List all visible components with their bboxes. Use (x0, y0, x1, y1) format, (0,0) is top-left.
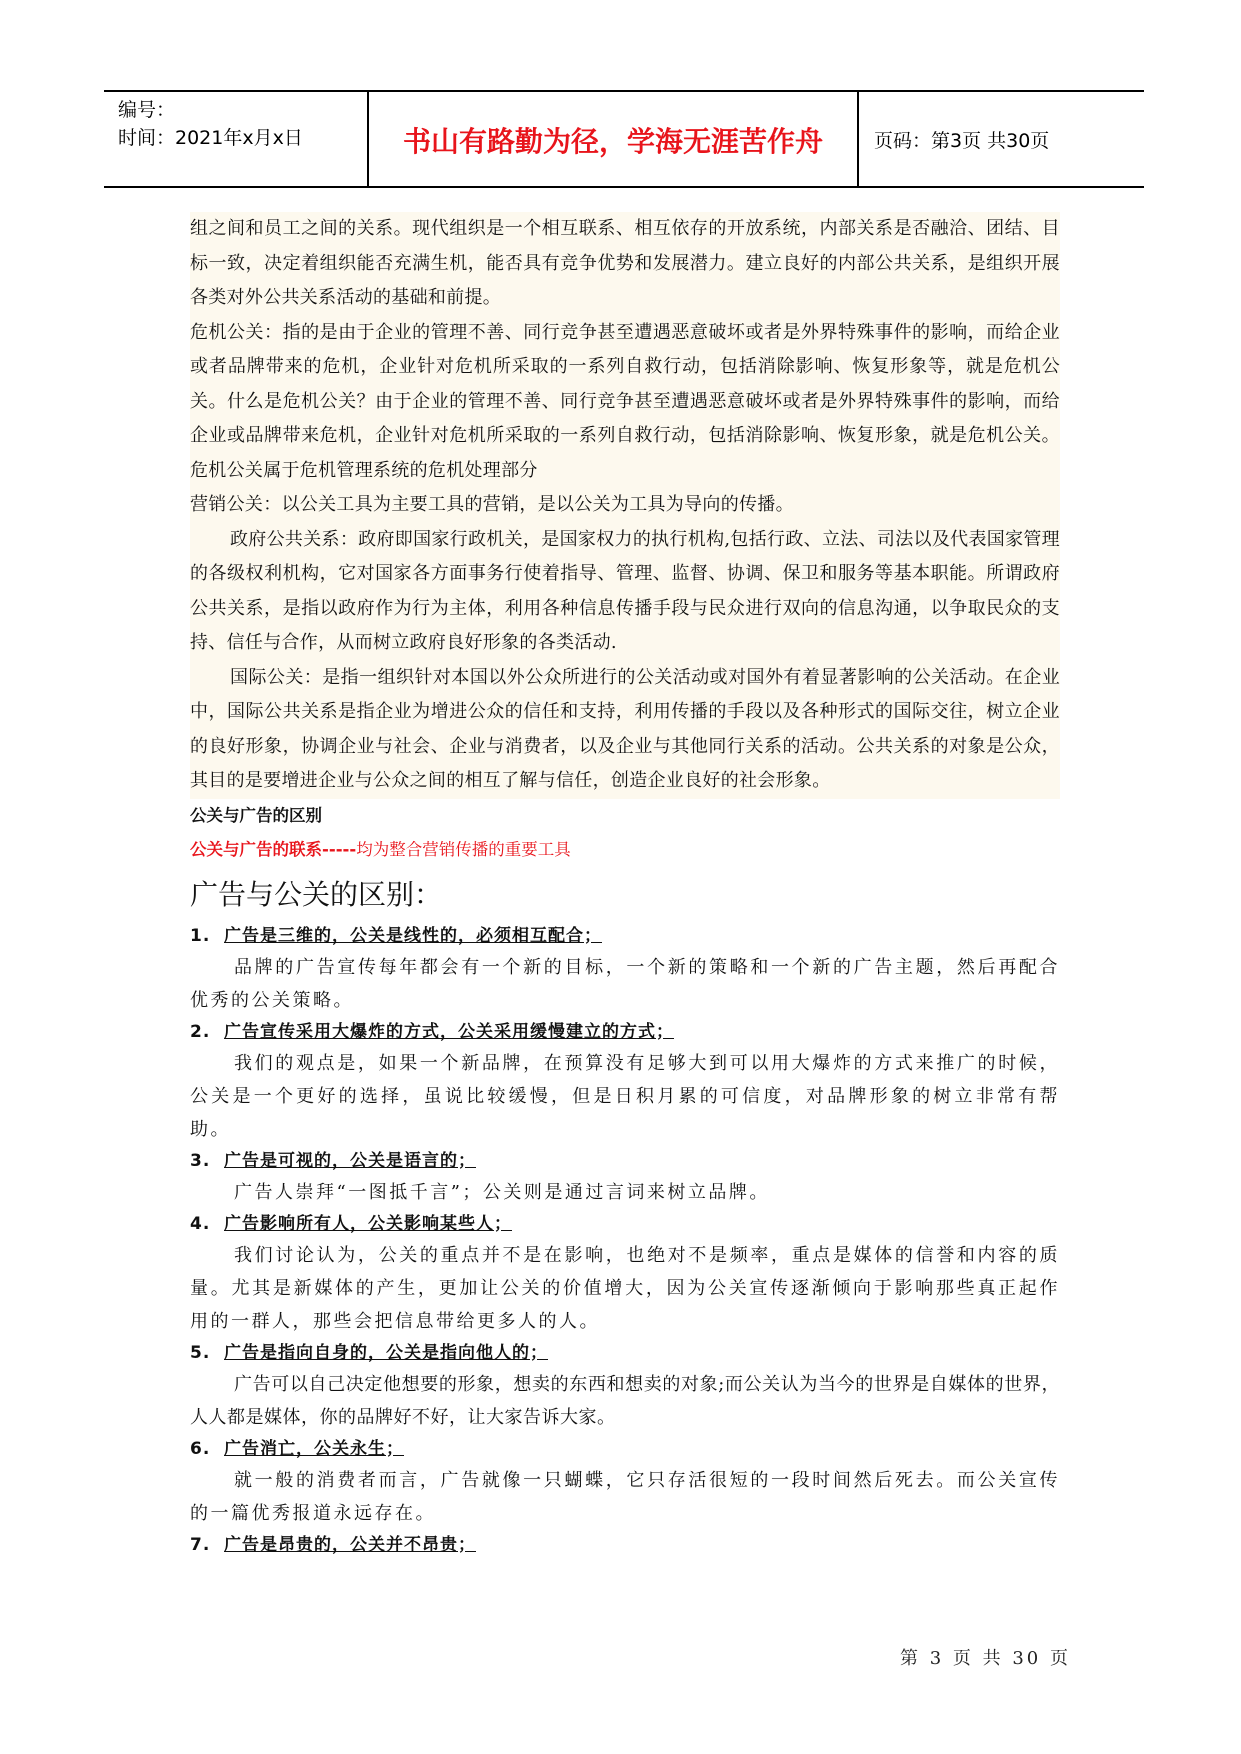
item-number: 3. (190, 1150, 211, 1171)
item-title: 广告消亡，公关永生； (224, 1438, 404, 1459)
header-motto: 书山有路勤为径，学海无涯苦作舟 (402, 125, 823, 158)
item-7 (190, 1530, 1060, 1560)
item-number: 7. (190, 1534, 211, 1555)
item-3 (190, 1146, 1060, 1209)
document-body (190, 212, 1060, 1560)
header-divider (857, 92, 859, 186)
item-number: 2. (190, 1021, 211, 1042)
subhead-connection (190, 833, 1060, 867)
item-number: 6. (190, 1438, 211, 1459)
paragraph-marketing-pr: 营销公关：以公关工具为主要工具的营销，是以公关为工具为导向的传播。 (190, 494, 794, 515)
header-left (118, 96, 303, 152)
subhead-difference: 公关与广告的区别 (190, 805, 322, 825)
paragraph-international-pr: 国际公关：是指一组织针对本国以外公众所进行的公关活动或对国外有着显著影响的公关活动。在企业中，国际公共关系是指企业为增进公众的信任和支持，利用传播的手段以及各种形式的国际交往，树立企业的良好形象，协调企业与社会、企业与消费者，以及企业与其他同行关系的活动。公共关系的对象是公众，其目的是要增进企业与公众之间的相互了解与信任，创造企业良好的社会形象。 (190, 666, 1060, 791)
subhead-connection-bold: 公关与广告的联系----- (190, 839, 357, 859)
paragraph-crisis-pr: 危机公关：指的是由于企业的管理不善、同行竞争甚至遭遇恶意破坏或者是外界特殊事件的影响，而给企业或者品牌带来的危机，企业针对危机所采取的一系列自救行动，包括消除影响、恢复形象等，就是危机公关。什么是危机公关？由于企业的管理不善、同行竞争甚至遭遇恶意破坏或者是外界特殊事件的影响，而给企业或品牌带来危机，企业针对危机所采取的一系列自救行动，包括消除影响、恢复形象，就是危机公关。危机公关属于危机管理系统的危机处理部分 (190, 321, 1060, 481)
item-number: 1. (190, 925, 211, 946)
header-table (104, 90, 1144, 188)
item-title: 广告是可视的，公关是语言的； (224, 1150, 476, 1171)
page-footer: 第 3 页 共 30 页 (900, 1648, 1071, 1669)
item-body: 就一般的消费者而言，广告就像一只蝴蝶，它只存活很短的一段时间然后死去。而公关宣传的一篇优秀报道永远存在。 (190, 1469, 1060, 1524)
item-title: 广告是昂贵的，公关并不昂贵； (224, 1534, 476, 1555)
item-body: 广告可以自己决定他想要的形象，想卖的东西和想卖的对象;而公关认为当今的世界是自媒体的世界，人人都是媒体，你的品牌好不好，让大家告诉大家。 (190, 1373, 1060, 1428)
subhead-connection-rest: 均为整合营销传播的重要工具 (356, 839, 571, 859)
number-label: 编号： (118, 99, 176, 121)
shaded-section (190, 212, 1060, 799)
paragraph-government-pr: 政府公共关系：政府即国家行政机关，是国家权力的执行机构,包括行政、立法、司法以及代表国家管理的各级权利机构，它对国家各方面事务行使着指导、管理、监督、协调、保卫和服务等基本职能。所谓政府公共关系，是指以政府作为行为主体，利用各种信息传播手段与民众进行双向的信息沟通，以争取民众的支持、信任与合作，从而树立政府良好形象的各类活动. (190, 528, 1060, 653)
item-number: 5. (190, 1342, 211, 1363)
item-body: 我们讨论认为，公关的重点并不是在影响，也绝对不是频率，重点是媒体的信誉和内容的质量。尤其是新媒体的产生，更加让公关的价值增大，因为公关宣传逐渐倾向于影响那些真正起作用的一群人，那些会把信息带给更多人的人。 (190, 1244, 1060, 1332)
item-body: 品牌的广告宣传每年都会有一个新的目标，一个新的策略和一个新的广告主题，然后再配合优秀的公关策略。 (190, 956, 1060, 1011)
item-1 (190, 921, 1060, 1017)
time-label: 时间：2021年x月x日 (118, 127, 303, 149)
item-2 (190, 1017, 1060, 1146)
item-4 (190, 1209, 1060, 1338)
item-title: 广告是指向自身的，公关是指向他人的； (224, 1342, 548, 1363)
item-body: 我们的观点是，如果一个新品牌，在预算没有足够大到可以用大爆炸的方式来推广的时候，公关是一个更好的选择，虽说比较缓慢，但是日积月累的可信度，对品牌形象的树立非常有帮助。 (190, 1052, 1060, 1140)
item-6 (190, 1434, 1060, 1530)
item-5 (190, 1338, 1060, 1434)
header-page-info: 页码：第3页 共30页 (874, 130, 1050, 152)
paragraph-internal-relations: 组之间和员工之间的关系。现代组织是一个相互联系、相互依存的开放系统，内部关系是否融洽、团结、目标一致，决定着组织能否充满生机，能否具有竞争优势和发展潜力。建立良好的内部公共关系，是组织开展各类对外公共关系活动的基础和前提。 (190, 218, 1060, 308)
item-title: 广告是三维的，公关是线性的，必须相互配合； (224, 925, 602, 946)
item-title: 广告宣传采用大爆炸的方式，公关采用缓慢建立的方式； (224, 1021, 674, 1042)
section-title: 广告与公关的区别： (190, 877, 443, 911)
item-number: 4. (190, 1213, 211, 1234)
item-body: 广告人崇拜“一图抵千言”；公关则是通过言词来树立品牌。 (234, 1181, 770, 1203)
item-title: 广告影响所有人，公关影响某些人； (224, 1213, 512, 1234)
